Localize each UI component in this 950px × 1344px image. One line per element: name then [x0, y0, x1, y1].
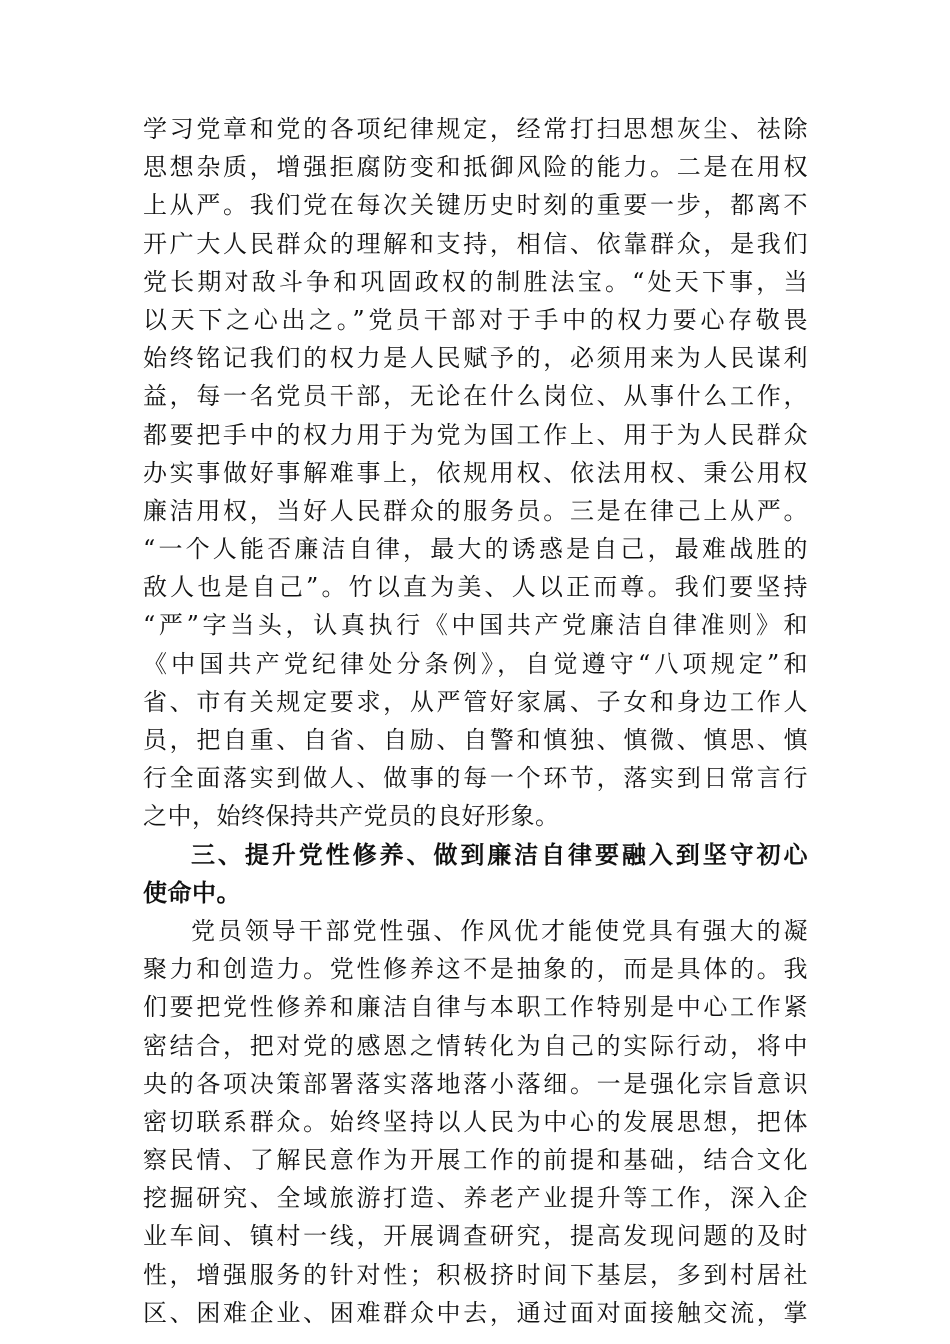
- text-line: “一个人能否廉洁自律，最大的诱惑是自己，最难战胜的: [143, 535, 808, 564]
- text-line: 员，把自重、自省、自励、自警和慎独、慎微、慎思、慎: [143, 726, 808, 754]
- text-line: 区、困难企业、困难群众中去，通过面对面接触交流，掌: [143, 1298, 808, 1327]
- text-line: 行全面落实到做人、做事的每一个环节，落实到日常言行: [143, 764, 808, 793]
- text-line: 办实事做好事解难事上，依规用权、依法用权、秉公用权: [143, 458, 808, 487]
- text-line: 《中国共产党纪律处分条例》，自觉遵守“八项规定”和: [143, 649, 808, 678]
- text-line: 央的各项决策部署落实落地落小落细。一是强化宗旨意识: [143, 1069, 808, 1098]
- paragraph-2: [143, 912, 808, 1332]
- text-line: 党员领导干部党性强、作风优才能使党具有强大的凝: [191, 916, 808, 945]
- text-line: 都要把手中的权力用于为党为国工作上、用于为人民群众: [143, 420, 808, 449]
- text-line: 密结合，把对党的感恩之情转化为自己的实际行动，将中: [143, 1031, 808, 1060]
- paragraph-1: [143, 110, 808, 836]
- text-line: 思想杂质，增强拒腐防变和抵御风险的能力。二是在用权: [143, 153, 808, 182]
- text-line: 始终铭记我们的权力是人民赋予的，必须用来为人民谋利: [143, 344, 808, 373]
- text-line: 益，每一名党员干部，无论在什么岗位、从事什么工作，: [143, 382, 808, 411]
- text-line: 们要把党性修养和廉洁自律与本职工作特别是中心工作紧: [143, 993, 808, 1022]
- text-line: 敌人也是自己”。竹以直为美、人以正而尊。我们要坚持: [143, 573, 808, 602]
- text-line: 挖掘研究、全域旅游打造、养老产业提升等工作，深入企: [143, 1184, 808, 1213]
- heading-line: 三、提升党性修养、做到廉洁自律要融入到坚守初心: [191, 840, 808, 869]
- text-line: 廉洁用权，当好人民群众的服务员。三是在律己上从严。: [143, 496, 808, 525]
- text-line: 省、市有关规定要求，从严管好家属、子女和身边工作人: [143, 687, 808, 716]
- text-line: 密切联系群众。始终坚持以人民为中心的发展思想，把体: [143, 1107, 808, 1136]
- text-line: 性，增强服务的针对性；积极挤时间下基层，多到村居社: [143, 1260, 808, 1289]
- text-line: 上从严。我们党在每次关键历史时刻的重要一步，都离不: [143, 191, 808, 220]
- text-line: 察民情、了解民意作为开展工作的前提和基础，结合文化: [143, 1146, 808, 1175]
- text-line: 以天下之心出之。”党员干部对于手中的权力要心存敬畏: [143, 305, 808, 334]
- document-page: [143, 110, 808, 1332]
- text-line: 开广大人民群众的理解和支持，相信、依靠群众，是我们: [143, 229, 808, 258]
- text-line: “严”字当头，认真执行《中国共产党廉洁自律准则》和: [143, 611, 808, 640]
- section-heading: [143, 836, 808, 912]
- text-line: 学习党章和党的各项纪律规定，经常打扫思想灰尘、祛除: [143, 115, 808, 143]
- heading-line: 使命中。: [143, 878, 241, 907]
- text-line: 党长期对敌斗争和巩固政权的制胜法宝。“处天下事，当: [143, 267, 808, 296]
- text-line: 之中，始终保持共产党员的良好形象。: [143, 802, 560, 831]
- text-line: 业车间、镇村一线，开展调查研究，提高发现问题的及时: [143, 1222, 808, 1251]
- text-line: 聚力和创造力。党性修养这不是抽象的，而是具体的。我: [143, 955, 808, 984]
